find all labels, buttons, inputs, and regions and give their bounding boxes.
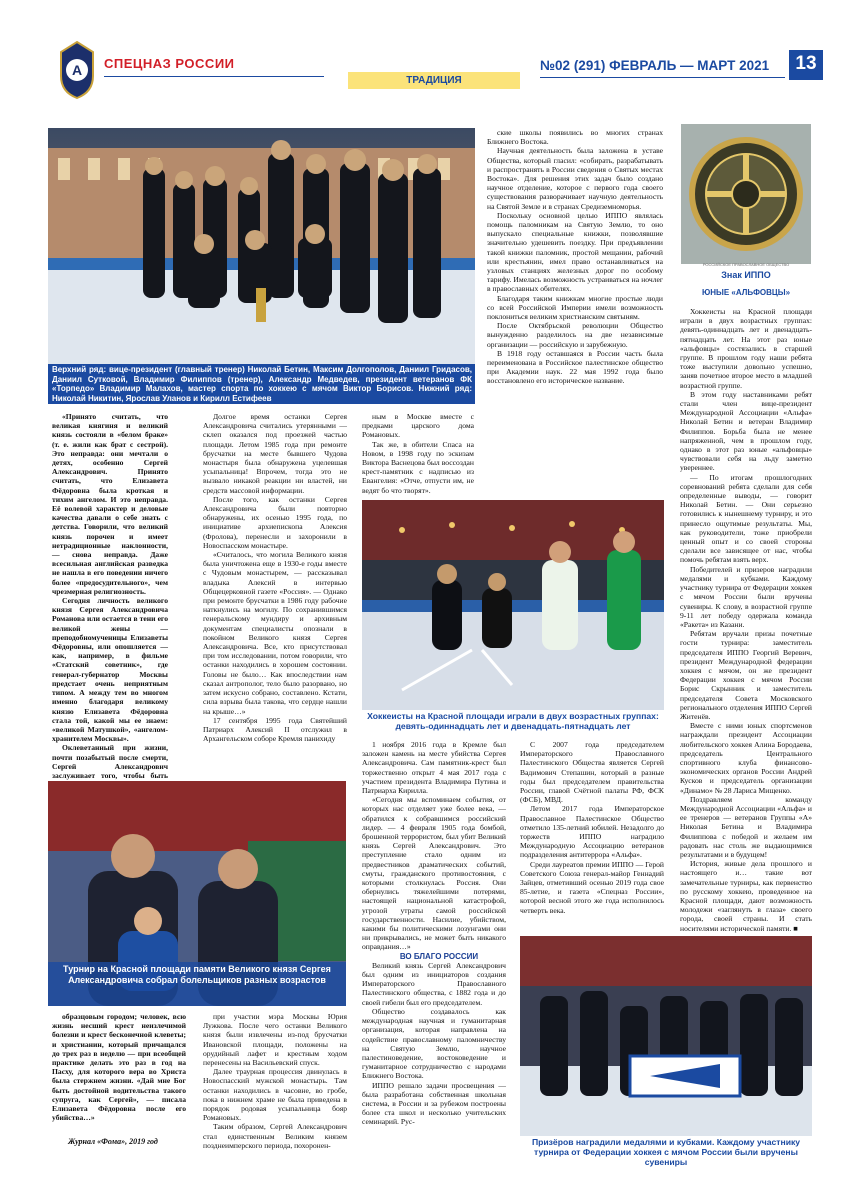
page-number: 13 (795, 53, 817, 74)
col3-paragraph: «Сегодня мы вспоминаем события, от которых нас отделяет уже более века, — обратился к собравшимся российский лидер. — 4 февраля 1905 года бомбой, брошенной террористом, был убит Великий князь Сергей Александрович. Это преступление стало одним из предвестников драматических событий, смуты, гражданского противостояния, с которыми столкнулась Россия. Они обернулись тяжелейшими потерями, настоящей национальной катастрофой, угрозой утраты самой российской государственности. Насилие, убийством, какими бы политическими лозунгами они ни прикрывались, не может быть никакого оправдания…» (362, 795, 506, 952)
badge-caption-title: Знак ИППО (721, 270, 771, 280)
col3-paragraph: ИППО решало задачи просвещения — была разработана собственная школьная система, в России и за рубежом построены более ста школ и несколько учительских семинарий. Рус- (362, 1080, 506, 1127)
col3-paragraph: Великий князь Сергей Александрович был одним из инициаторов создания Императорского Православного Палестинского общества, с 1882 года и до своей гибели был его председателем. (362, 960, 506, 1007)
col1-paragraph: Оклеветанный при жизни, почти позабытый после смерти, Сергей Александрович заслуживает того, чтобы быть (52, 743, 168, 780)
col2-paragraph: «Считалось, что могила Великого князя была уничтожена еще в 1930-е годы вместе с Чудовым монастырем, — рассказывал владыка Алексий в интервью Общецерковной газете «Россия». — Однако при ремонте брусчатки в 1986 году рабочие наткнулись на могилу. По сохранившимся генеральскому мундиру и архивным документам специалисты опознали в покойном Великого князя Сергея Александровича. Все, кто присутствовал при том исследовании, потом говорили, что останки находились в хорошем состоянии. Головы не было… Как впоследствии нам сказал антрополог, тело было разорвано, но затем искусно собрано, составлено. Кстати, сила взрыва была такова, что сердце нашли на крыше…» (203, 550, 347, 716)
col1-paragraph: «Принято считать, что великая княгиня и великий князь состояли в «белом браке» (т. е. жили как брат с сестрой). Это неправда: они мечтали о детях, особенно Сергей Александрович. Принято считать, что Елизавета Фёдоровна была кроткая и тихим ангелом. И это неправда. Её волевой характер и деловые качества давали о себе знать с детства. Говорили, что великий князь порочен и имеет нетрадиционные наклонности, — снова неправда. Даже всесильная английская разведка не нашла в его поведении ничего более «предосудительного», чем чрезмерная религиозность. (52, 412, 168, 596)
badge-caption-sub: ЮНЫЕ «АЛЬФОВЦЫ» (701, 288, 791, 297)
quote-source: Журнал «Фома», 2019 год (68, 1137, 158, 1146)
hockey-game-photo (362, 500, 664, 710)
column-1 (52, 412, 168, 780)
column-3-bottom (362, 740, 506, 1150)
col1-paragraph: Сегодня личность великого князя Сергея Александровича Романова или остается в тени его великой жены — преподобномученицы Елизаветы Фёдоровны, или опошляется — как, например, в фильме «Статский советник», где генерал-губернатор Москвы предстает очень неприятным типом. А между тем во многом именно благодаря великому князю Елизавета Фёдоровна стала той, какой мы ее знаем: «великой Матушкой», «ангелом-хранителем Москвы». (52, 596, 168, 744)
col3-paragraph: Общество создавалось как международная научная и гуманитарная организация, которая направлена на содействие православному паломничеству на Святую Землю, научное палестиноведение, востоковедение и гуманитарное сотрудничество с народами Ближнего Востока. (362, 1006, 506, 1081)
svg-text:А: А (71, 62, 83, 78)
hockey-photo-caption: Хоккеисты на Красной площади играли в двух возрастных группах: девять-одиннадцать лет и двенадцать-пятнадцать лет (367, 711, 659, 731)
masthead (0, 0, 867, 120)
col5-paragraph: В этом году наставниками ребят стали член вице-президент Международной Ассоциации «Альфа» Николай Бетин и ветеран Владимир Филиппов. Борьба была не менее напряженной, чем в прошлом году, однако в этот раз юные «альфовцы» чувствовали себя на льду заметно увереннее. (680, 389, 812, 473)
col2-paragraph: Таким образом, Сергей Александрович стал единственным Великим князем позднеимперского периода, похоронен- (203, 1122, 347, 1150)
col4-paragraph: После Октябрьской революции Общество вынужденно разделилось на две независимые организации — российскую и зарубежную. (487, 321, 663, 349)
col5-paragraph: Хоккеисты на Красной площади играли в двух возрастных группах: девять-одиннадцать лет и двенадцать-пятнадцать лет. На этот раз юные «альфовцы» состязались в старшей группе. В прошлом году наши ребята тоже выступили довольно успешно, заняв почетное второе место в младшей возрастной группе. (680, 307, 812, 390)
col3-paragraph: ным в Москве вместе с предками царского дома Романовых. (362, 412, 474, 440)
col4-paragraph: Поскольку основной целью ИППО являлась помощь паломникам на Святую Землю, то оно выпускало специальные книжки, позволявшие значительно удешевить поездку. При предъявлении такой книжки паломник, простой мещанин, рабочий или крестьянин, имел право останавливаться на узловых станциях железных дорог по особому тарифу. Имелась возможность устраиваться на ночлег в православных обителях. (487, 210, 663, 294)
col2-paragraph: при участии мэра Москвы Юрия Лужкова. После чего останки Великого князя были извлечены из-под брусчатки Ивановской площади, положены на орудийный лафет и крестным ходом перенесены на Васильевский спуск. (203, 1012, 347, 1068)
column-4-top (487, 128, 663, 496)
col5-paragraph: — По итогам прошлогодних соревнований ребята сделали для себя определенные выводы, — говорит Николай Бетин. — Они серьезно готовились к нынешнему турниру, и это принесло ощутимые результаты. Мы, как руководители, тоже приобрели ценный опыт и со своей стороны сделали все зависящее от нас, чтобы помочь ребятам взять верх. (680, 472, 812, 565)
badge-inscription: РОССИЙСКОЕ ПРАВОСЛАВНОЕ ОБЩЕСТВО (702, 262, 790, 267)
header-rule (540, 77, 785, 78)
col2-paragraph: 17 сентября 1995 года Святейший Патриарх Алексий II отслужил в Архангельском соборе Кремля панихиду (203, 715, 347, 744)
col2-paragraph: После того, как останки Сергея Александровича были повторно обнаружены, их осенью 1995 года, по инициативе архиепископа Алексия (Фролова), перенесли и захоронили в Новоспасском монастыре. (203, 494, 347, 550)
col5-paragraph: Ребятам вручали призы почетные гости турнира: заместитель председателя ИППО Георгий Веревич, президент Международной федерации хоккея с мячом, он же президент Федерации хоккея с мячом России Борис Скрынник и заместитель председателя Совета Московского регионального отделения ИППО Сергей Житенёв. (680, 629, 812, 721)
column-3-top (362, 412, 474, 495)
col1-paragraph: образцовым городом; человек, всю жизнь несший крест неизлечимой болезни и крест бесконечной клеветы; и христианин, который причащался до трех раз в неделю — при всеобщей практике делать это раз в год на Пасху, для которого вера во Христа была стержнем жизни. «Дай мне Бог быть достойной водительства такого супруга, как Сергей», — писала Елизавета Фёдоровна после его убийства…» (52, 1012, 186, 1123)
brand-underline (104, 76, 324, 77)
alpha-emblem-logo (57, 40, 97, 100)
col3-paragraph: Так же, в обители Спаса на Новом, в 1998 году по эскизам Виктора Васнецова был воссоздан крест-памятник с надписью из Евангелия: «Отче, отпусти им, не ведят бо что творят». (362, 439, 474, 495)
col5-paragraph: История, живые дела прошлого и настоящего и… такие вот замечательные турниры, как первенство по русскому хоккею, проведенное на Красной площади, дают возможность молодежи «заглянуть в глаза» своего города, своей страны. И стать носителями исторической памяти. ■ (680, 859, 812, 933)
col4-paragraph: Среди лауреатов премии ИППО — Герой Советского Союза генерал-майор Геннадий Зайцев, отметивший осенью 2019 года свое 85-летие, и газета «Спецназ России», которой весной этого же года исполнилось четверть века. (520, 859, 664, 915)
section-title: ТРАДИЦИЯ (406, 75, 462, 86)
col5-paragraph: Победителей и призеров наградили медалями и кубками. Каждому участнику турнира от Федерации хоккея с мячом России были вручены сувениры. К слову, в возрастной группе 9-11 лет победу одержала команда «Ракета» из Казани. (680, 564, 812, 629)
col4-paragraph: Летом 2017 года Императорское Православное Палестинское Общество отметило 135-летний юбилей. Незадолго до торжеств ИППО наградило Международную Ассоциацию ветеранов подразделения антитеррора «Альфа». (520, 804, 664, 860)
col4-paragraph: В 1918 году оставшаяся в России часть была переименована в Российское палестинское общество при Академии наук. 22 мая 1992 года было восстановлено его историческое название. (487, 348, 663, 386)
awards-photo (520, 936, 812, 1136)
col4-paragraph: Научная деятельность была заложена в уставе Общества, который гласил: «собирать, разрабатывать и распространять в России сведения о Святых местах Востока». Для решения этих задач было создано научное отделение, которое с первого года своего существования разворачивает научную деятельность на Святой Земле и в странах Средиземноморья. (487, 146, 663, 211)
team-photo-caption: Верхний ряд: вице-президент (главный тренер) Николай Бетин, Максим Долгополов, Даниил Гридасов, Даниил Сутковой, Владимир Филиппов (тренер), Александр Медведев, президент ветеранов ФК «Торпедо» Владимир Малахов, мастер спорта по хоккею с мячом Виктор Борисов. Нижний ряд: Николай Никитин, Ярослав Уланов и Кирилл Естифеев (52, 365, 472, 403)
spectators-caption: Турнир на Красной площади памяти Великого князя Сергея Александровича собрал болельщиков разных возрастов (63, 964, 331, 985)
column-1-bottom (52, 1012, 186, 1136)
column-4-bottom (520, 740, 664, 920)
section-heading: ВО БЛАГО РОССИИ (399, 951, 479, 961)
col2-paragraph: Долгое время останки Сергея Александровича считались утерянными — склеп оказался под проезжей частью площади. Летом 1985 года при ремонте брусчатки на месте бывшего Чудова монастыря была обнаружена уцелевшая усыпальница! Впрочем, тогда это не вызвало никакой реакции ни властей, ни средств массовой информации. (203, 412, 347, 495)
col4-paragraph: ские школы появились во многих странах Ближнего Востока. (487, 128, 663, 147)
column-5 (680, 307, 812, 933)
column-2 (203, 412, 347, 776)
col3-paragraph: 1 ноября 2016 года в Кремле был заложен камень на месте убийства Сергея Александровича. Сам памятник-крест был торжественно открыт 4 мая 2017 года с участием президента Владимира Путина и Патриарха Кирилла. (362, 740, 506, 796)
col4-paragraph: С 2007 года председателем Императорского Православного Палестинского Общества является Сергей Вадимович Степашин, который в разные годы был председателем правительства России, главой Счётной палаты РФ, ФСК (ФСБ), МВД. (520, 740, 664, 805)
col2-paragraph: Далее траурная процессия двинулась в Новоспасский мужской монастырь. Там останки находились в часовне, во гробе, пока в нижнем храме не была приведена в порядок родовая усыпальница бояр Романовых. (203, 1067, 347, 1123)
issue-info: №02 (291) ФЕВРАЛЬ — МАРТ 2021 (540, 58, 770, 73)
team-photo (48, 128, 475, 364)
brand-title: СПЕЦНАЗ РОССИИ (104, 56, 235, 71)
ippo-badge-photo (681, 124, 811, 264)
column-2-bottom (203, 1012, 347, 1158)
col4-paragraph: Благодаря таким книжкам многие простые люди со всей Российской Империи имели возможность поклониться великим христианским святыням. (487, 293, 663, 322)
col5-paragraph: Вместе с ними юных спортсменов награждали президент Ассоциации любительского хоккея Алина Бородаева, председатель Центрального спортивного клуба финансово-экономических органов России Андрей Кусков и председатель организации «Динамо» № 28 Лариса Мищенко. (680, 721, 812, 795)
col5-paragraph: Поздравляем команду Международной Ассоциации «Альфа» и ее тренеров — ветеранов Группы «А» Николая Бетина и Владимира Филиппова с победой и желаем им радовать нас столь же выдающимися результатами и в будущем! (680, 794, 812, 859)
awards-photo-caption: Призёров наградили медалями и кубками. Каждому участнику турнира от Федерации хоккея с мячом России были вручены сувениры (531, 1137, 801, 1167)
